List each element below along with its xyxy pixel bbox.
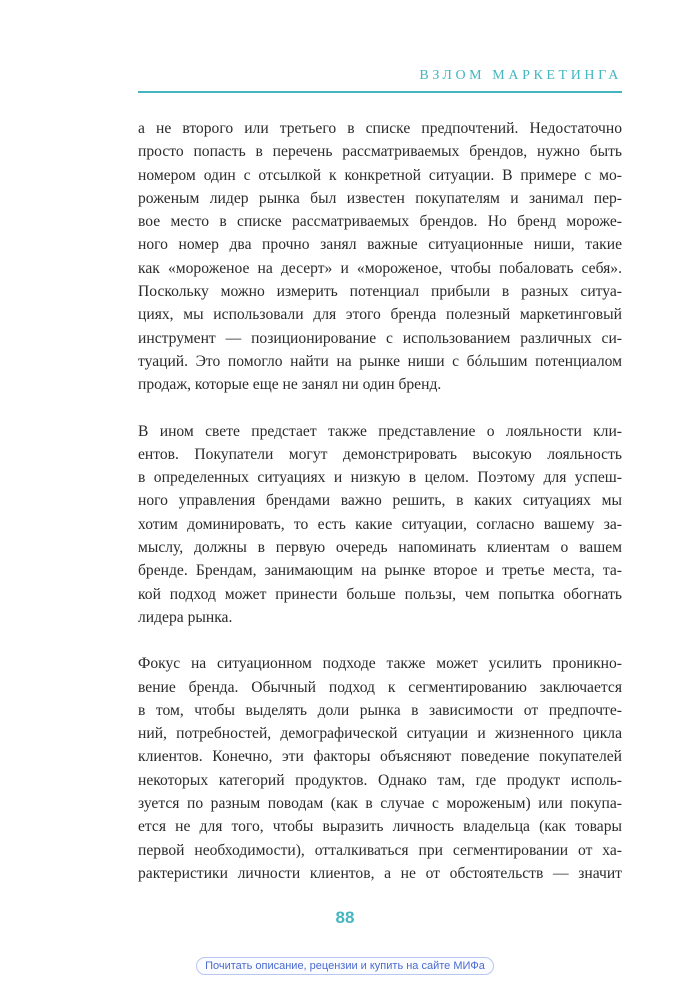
text-line: вение бренда. Обычный подход к сегментированию заключается bbox=[138, 678, 622, 696]
text-line: вое место в списке рассматриваемых брендов. Но бренд мороже- bbox=[138, 213, 622, 231]
text-line: номером один с отсылкой к конкретной ситуации. В примере с мо- bbox=[138, 166, 622, 184]
text-line: рактеристики личности клиентов, а не от обстоятельств — значит bbox=[138, 864, 622, 882]
text-line: зуется по разным поводам (как в случае с мороженым) или покупа- bbox=[138, 795, 622, 813]
text-line: ентов. Покупатели могут демонстрировать высокую лояльность bbox=[138, 445, 622, 463]
text-line: туаций. Это помогло найти на рынке ниши с бóльшим потенциалом bbox=[138, 352, 622, 370]
text-line: продаж, которые еще не занял ни один бренд. bbox=[138, 376, 442, 394]
text-line: ного управления брендами важно решить, в каких ситуациях мы bbox=[138, 492, 622, 510]
text-line: лидера рынка. bbox=[138, 608, 233, 626]
text-line: мыслу, должны в первую очередь напоминать клиентам о вашем bbox=[138, 539, 622, 557]
text-line: клиентов. Конечно, эти факторы объясняют поведение покупателей bbox=[138, 748, 622, 766]
text-line: кой подход может принести больше пользы, чем попытка обогнать bbox=[138, 585, 622, 603]
text-line: роженым лидер рынка был известен покупателям и занимал пер- bbox=[138, 189, 622, 207]
text-line: как «мороженое на десерт» и «мороженое, чтобы побаловать себя». bbox=[138, 259, 622, 277]
text-line: ется не для того, чтобы выразить личность владельца (как товары bbox=[138, 818, 622, 836]
text-line: ний, потребностей, демографической ситуации и жизненного цикла bbox=[138, 725, 622, 743]
text-line: бренде. Брендам, занимающим на рынке второе и третье места, та- bbox=[138, 562, 622, 580]
text-line: В ином свете предстает также представление о лояльности кли- bbox=[138, 422, 622, 440]
running-title: ВЗЛОМ МАРКЕТИНГА bbox=[419, 68, 622, 83]
page-number: 88 bbox=[335, 908, 355, 927]
text-line: циях, мы использовали для этого бренда полезный маркетинговый bbox=[138, 306, 622, 324]
text-line: некоторых категорий продуктов. Однако там, где продукт исполь- bbox=[138, 771, 622, 789]
text-line: инструмент — позиционирование с использованием различных си- bbox=[138, 329, 622, 347]
text-line: Поскольку можно измерить потенциал прибыли в разных ситуа- bbox=[138, 283, 622, 301]
body-text bbox=[138, 117, 622, 885]
paragraph-2 bbox=[138, 420, 622, 630]
paragraph-1 bbox=[138, 117, 622, 397]
text-line: Фокус на ситуационном подходе также может усилить проникно- bbox=[138, 655, 622, 673]
running-header bbox=[138, 68, 622, 93]
text-line: а не второго или третьего в списке предпочтений. Недостаточно bbox=[138, 120, 622, 137]
text-line: в определенных ситуациях и низкую в целом. Поэтому для успеш- bbox=[138, 469, 622, 487]
footer bbox=[0, 956, 690, 975]
buy-book-link[interactable]: Почитать описание, рецензии и купить на сайте МИФа bbox=[196, 957, 494, 975]
text-line: просто попасть в перечень рассматриваемых брендов, нужно быть bbox=[138, 143, 622, 161]
text-line: в том, чтобы выделять доли рынка в зависимости от предпочте- bbox=[138, 701, 622, 719]
paragraph-3 bbox=[138, 652, 622, 885]
text-line: ного номер два прочно занял важные ситуационные ниши, такие bbox=[138, 236, 622, 254]
text-line: первой необходимости), отталкиваться при сегментировании от ха- bbox=[138, 841, 622, 859]
text-line: хотим доминировать, то есть какие ситуации, согласно вашему за- bbox=[138, 515, 622, 533]
